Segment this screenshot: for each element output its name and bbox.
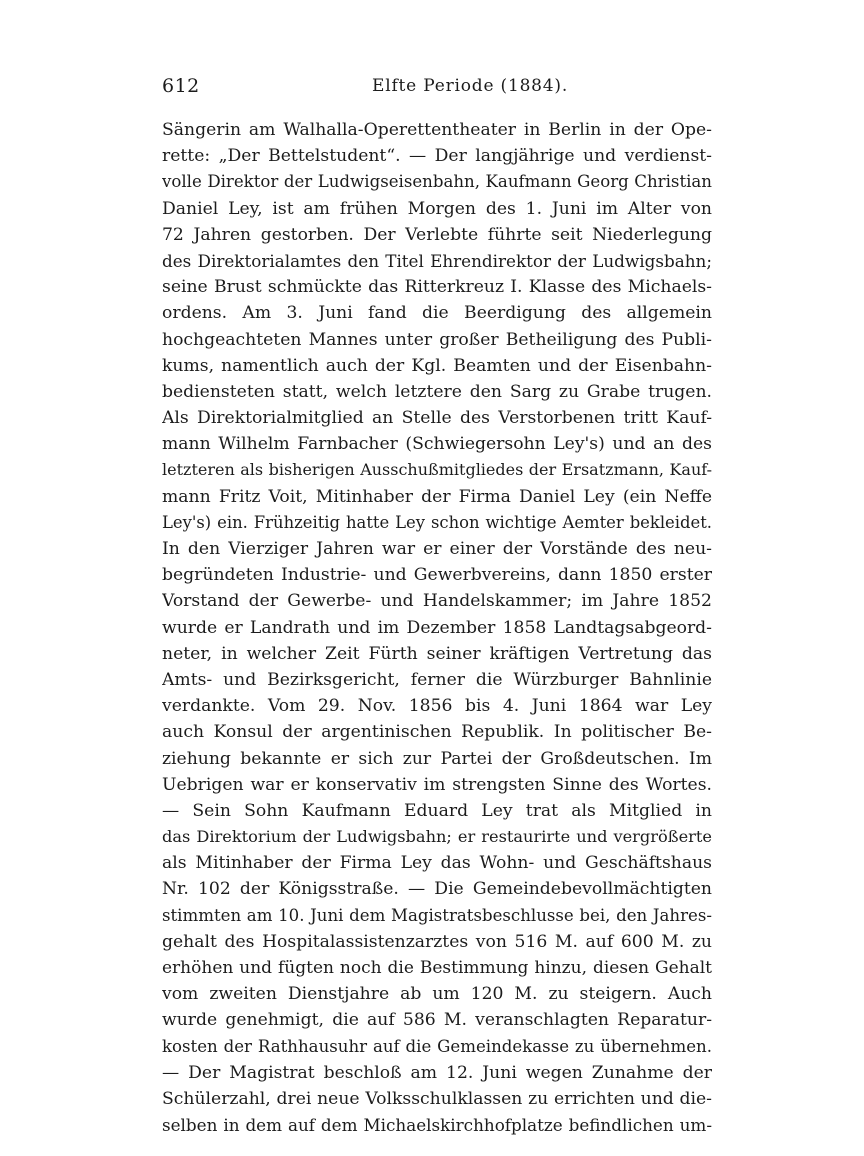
text-line: als Mitinhaber der Firma Ley das Wohn- und Geschäftshaus [162,853,712,874]
text-line: Nr. 102 der Königsstraße. — Die Gemeindebevollmächtigten [162,879,712,900]
text-line: auch Konsul der argentinischen Republik. In politischer Be- [162,722,712,743]
body-text [162,117,712,1138]
text-line: 72 Jahren gestorben. Der Verlebte führte seit Niederlegung [162,224,712,245]
running-head: Elfte Periode (1884). [372,76,569,96]
text-line: kums, namentlich auch der Kgl. Beamten und der Eisenbahn- [162,355,712,376]
text-line: Sängerin am Walhalla-Operettentheater in Berlin in der Ope- [162,120,712,140]
text-line: vom zweiten Dienstjahre ab um 120 M. zu steigern. Auch [162,984,712,1005]
text-line: Amts- und Bezirksgericht, ferner die Würzburger Bahnlinie [162,669,712,690]
text-line: mann Wilhelm Farnbacher (Schwiegersohn Ley's) und an des [162,434,712,455]
text-line: das Direktorium der Ludwigsbahn; er restaurirte und vergrößerte [162,827,712,847]
text-line: verdankte. Vom 29. Nov. 1856 bis 4. Juni 1864 war Ley [162,696,712,717]
text-line: ordens. Am 3. Juni fand die Beerdigung des allgemein [162,303,712,324]
text-line: neter, in welcher Zeit Fürth seiner kräftigen Vertretung das [162,643,712,664]
text-line: rette: „Der Bettelstudent“. — Der langjährige und verdienst- [162,146,712,167]
text-line: hochgeachteten Mannes unter großer Betheiligung des Publi- [162,329,712,350]
page-header [162,70,712,102]
text-line: wurde er Landrath und im Dezember 1858 Landtagsabgeord- [162,617,712,638]
text-line: wurde genehmigt, die auf 586 M. veranschlagten Reparatur- [162,1010,712,1031]
text-line: selben in dem auf dem Michaelskirchhofplatze befindlichen um- [162,1115,712,1136]
text-line: bediensteten statt, welch letztere den Sarg zu Grabe trugen. [162,381,712,402]
text-line: des Direktorialamtes den Titel Ehrendirektor der Ludwigsbahn; [162,250,712,271]
text-line: gehalt des Hospitalassistenzarztes von 516 M. auf 600 M. zu [162,931,712,952]
page-number: 612 [162,75,200,97]
text-line: mann Fritz Voit, Mitinhaber der Firma Daniel Ley (ein Neffe [162,486,712,507]
text-line: begründeten Industrie- und Gewerbvereins, dann 1850 erster [162,565,712,586]
text-line: — Der Magistrat beschloß am 12. Juni wegen Zunahme der [162,1062,712,1083]
text-line: kosten der Rathhausuhr auf die Gemeindekasse zu übernehmen. [162,1036,712,1056]
text-line: Ley's) ein. Frühzeitig hatte Ley schon wichtige Aemter bekleidet. [162,512,712,532]
text-line: Daniel Ley, ist am frühen Morgen des 1. Juni im Alter von [162,198,712,219]
text-line: erhöhen und fügten noch die Bestimmung hinzu, diesen Gehalt [162,958,712,978]
text-line: letzteren als bisherigen Ausschußmitgliedes der Ersatzmann, Kauf- [162,460,712,480]
text-line: — Sein Sohn Kaufmann Eduard Ley trat als Mitglied in [162,800,712,821]
text-line: seine Brust schmückte das Ritterkreuz I. Klasse des Michaels- [162,277,712,298]
text-line: volle Direktor der Ludwigseisenbahn, Kaufmann Georg Christian [162,172,712,192]
text-line: In den Vierziger Jahren war er einer der Vorstände des neu- [162,539,712,559]
text-line: stimmten am 10. Juni dem Magistratsbeschlusse bei, den Jahres- [162,905,712,925]
text-line: Als Direktorialmitglied an Stelle des Verstorbenen tritt Kauf- [162,408,712,429]
text-line: Schülerzahl, drei neue Volksschulklassen zu errichten und die- [162,1088,712,1109]
text-line: Vorstand der Gewerbe- und Handelskammer; im Jahre 1852 [162,591,712,612]
text-line: ziehung bekannte er sich zur Partei der Großdeutschen. Im [162,748,712,769]
text-line: Uebrigen war er konservativ im strengsten Sinne des Wortes. [162,774,712,795]
